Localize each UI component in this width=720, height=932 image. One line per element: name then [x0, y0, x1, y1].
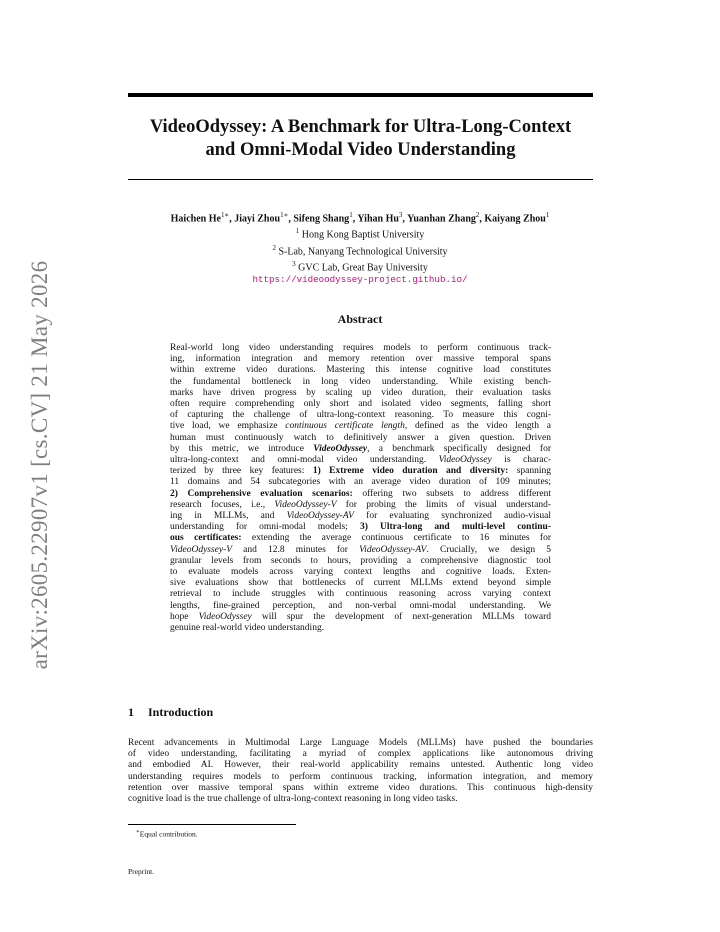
title-line-1: VideoOdyssey: A Benchmark for Ultra-Long-Context	[149, 117, 572, 137]
abstract-text: for probing the limits of visual understand-	[336, 499, 551, 510]
abstract-text: spanning	[508, 466, 551, 477]
abstract-text: continuous certificate length	[285, 421, 405, 432]
abstract-text: is charac-	[491, 455, 552, 466]
abstract-text: Real-world long video understanding requires models to perform continuous track-	[170, 343, 551, 353]
abstract-line	[170, 533, 551, 544]
abstract-line	[170, 589, 551, 600]
project-url-link[interactable]: https://videoodyssey-project.github.io/	[252, 274, 468, 286]
abstract-text: , a benchmark specifically designed for	[367, 443, 551, 454]
abstract-text: retrieval to include struggles with continuous reasoning across varying context	[170, 589, 551, 600]
abstract-text: ing in MLLMs, and	[170, 511, 287, 522]
abstract-line	[170, 388, 551, 399]
abstract-text: offering two subsets to address different	[352, 488, 551, 499]
abstract-line	[170, 433, 551, 444]
abstract-line	[170, 545, 551, 556]
intro-line: of video understanding, facilitating a myriad of complex applications like autonomous driving	[128, 749, 593, 760]
introduction-paragraph	[128, 738, 593, 805]
abstract-text: ultra-long-context and omni-modal video understanding.	[170, 455, 439, 466]
affiliation-mark: 3	[292, 259, 296, 268]
abstract-text: ing, information integration and memory retention over massive temporal spans	[170, 354, 551, 365]
title-bottom-rule	[128, 179, 593, 180]
abstract-line	[170, 522, 551, 533]
author-name: Jiayi Zhou	[234, 213, 281, 225]
abstract-line	[170, 343, 551, 354]
affiliation	[100, 242, 620, 258]
affiliation	[100, 225, 620, 241]
abstract-text: human must continuously watch to definitively answer a given question. Driven	[170, 432, 551, 443]
abstract-line	[170, 455, 551, 466]
abstract-text: VideoOdyssey	[438, 455, 492, 466]
author-affil-mark: 1∗	[220, 211, 230, 219]
abstract-text: VideoOdyssey-V	[170, 544, 233, 555]
author-affil-mark: 1∗	[280, 211, 289, 219]
footnote	[136, 828, 198, 839]
abstract-line	[170, 377, 551, 388]
abstract-line	[170, 612, 551, 623]
abstract-line	[170, 567, 551, 578]
abstract-text: understanding for omni-modal models;	[170, 522, 360, 533]
affiliation-list	[100, 225, 620, 274]
abstract-line	[170, 489, 551, 500]
abstract-line	[170, 410, 551, 421]
abstract-text: sive evaluations show that bottlenecks of current MLLMs extend beyond simple	[170, 578, 551, 589]
abstract-heading: Abstract	[337, 312, 383, 326]
author-affil-mark: 3	[398, 211, 403, 219]
abstract-text: and 12.8 minutes for	[232, 544, 360, 555]
author-list: Haichen $He^{1∗}$, Jiayi Zhou$^{1∗}$, Sifeng Shang$^1$, Yihan Hu$^3$, Yuanhan Zhang$^2$, Kaiyang Zhou$^1$	[170, 211, 550, 225]
abstract-line	[170, 354, 551, 365]
author-affil-mark: 1	[545, 211, 550, 219]
author-name: Haichen He	[170, 213, 221, 225]
author-block	[100, 209, 620, 286]
abstract-text: 3) Ultra-long and multi-level continu-	[359, 522, 552, 533]
abstract-text: research focuses, i.e.,	[170, 499, 275, 510]
title-line-2: and Omni-Modal Video Understanding	[205, 140, 516, 160]
abstract-line	[170, 623, 551, 634]
abstract-text: to evaluate models across varying context lengths and cognitive loads. Exten-	[170, 567, 551, 578]
paper-title	[128, 116, 593, 162]
abstract-line	[170, 365, 551, 376]
abstract-text: will spur the development of next-generation MLLMs toward	[251, 611, 551, 622]
affiliation	[100, 258, 620, 274]
abstract-text: granular levels from seconds to hours, providing a comprehensive diagnostic tool	[170, 555, 551, 566]
author-name: Sifeng Shang	[293, 213, 350, 225]
footnote-rule	[128, 824, 296, 825]
abstract-text: 1) Extreme video duration and diversity:	[312, 466, 509, 477]
abstract-text: by this metric, we introduce	[170, 443, 314, 454]
author-name: Yihan Hu	[357, 213, 399, 225]
abstract-text: within extreme video durations. Mastering this intense cognitive load constitutes	[170, 365, 551, 376]
abstract-text: extending the average continuous certificate to 16 minutes for	[241, 533, 551, 544]
affiliation-text: GVC Lab, Great Bay University	[298, 262, 428, 274]
section-number: 1	[128, 705, 134, 719]
abstract-line	[170, 444, 551, 455]
abstract-text: ous certificates:	[170, 533, 242, 544]
affiliation-mark: 1	[295, 227, 300, 236]
arxiv-identifier: arXiv:2605.22907v1 [cs.CV] 21 May 2026	[27, 260, 52, 670]
abstract-text: VideoOdyssey-AV	[359, 544, 427, 555]
affiliation-text: S-Lab, Nanyang Technological University	[278, 245, 448, 257]
title-top-rule	[128, 93, 593, 97]
abstract-line	[170, 466, 551, 477]
abstract-text: VideoOdyssey-V	[274, 499, 337, 510]
abstract-line	[170, 556, 551, 567]
abstract-text: lengths, fine-grained perception, and non-verbal omni-modal understanding. We	[170, 600, 551, 611]
abstract-text: genuine real-world video understanding.	[170, 623, 325, 634]
section-heading	[128, 705, 213, 720]
abstract-line	[170, 578, 551, 589]
author-affil-mark: 2	[475, 211, 480, 219]
intro-line: and embodied AI. However, their real-world applicability remains untested. Authentic long video	[128, 760, 593, 771]
abstract-text: , defined as the video length a	[404, 421, 551, 432]
abstract-text: terized by three key features:	[170, 466, 313, 477]
intro-line: Recent advancements in Multimodal Large Language Models (MLLMs) have pushed the boundaries	[128, 738, 593, 748]
intro-line: cognitive load is the true challenge of ultra-long-context reasoning in long video tasks.	[128, 794, 458, 805]
abstract-text: VideoOdyssey	[198, 611, 252, 622]
abstract-text: VideoOdyssey	[313, 443, 368, 454]
abstract-text: hope	[170, 611, 199, 622]
footnote-text: Equal contribution.	[139, 829, 198, 839]
section-title: Introduction	[148, 705, 214, 719]
author-name: Yuanhan Zhang	[407, 213, 476, 225]
author-affil-mark: 1	[349, 211, 353, 219]
affiliation-text: Hong Kong Baptist University	[301, 229, 425, 241]
abstract-text: often require comprehending only short and isolated video segments, falling short	[170, 399, 551, 410]
abstract-text: VideoOdyssey-AV	[286, 511, 354, 522]
abstract-text: for evaluating synchronized audio-visual	[353, 511, 551, 522]
affiliation-mark: 2	[272, 243, 276, 252]
abstract-line	[170, 511, 551, 522]
footnote-mark: ∗	[136, 829, 140, 835]
preprint-label: Preprint.	[128, 867, 155, 876]
abstract-line	[170, 421, 551, 432]
abstract-body	[170, 343, 551, 634]
abstract-text: of capturing the challenge of ultra-long-context reasoning. To measure this cogni-	[170, 410, 551, 421]
abstract-text: the fundamental bottleneck in long video understanding. While existing bench-	[170, 376, 551, 387]
abstract-text: . Crucially, we design 5	[426, 544, 551, 555]
intro-line: understanding requires models to perform continuous tracking, information integration, and memory	[128, 771, 593, 782]
abstract-line	[170, 399, 551, 410]
abstract-text: 11 domains and 54 subcategories with an average video duration of 109 minutes;	[170, 477, 551, 488]
abstract-line	[170, 601, 551, 612]
intro-line: retention over massive temporal spans within extreme video durations. This continuous high-density	[128, 782, 593, 793]
abstract-line	[170, 477, 551, 488]
abstract-text: marks have driven progress by scaling up video duration, their evaluation tasks	[170, 387, 551, 398]
abstract-text: 2) Comprehensive evaluation scenarios:	[170, 488, 353, 499]
author-name: Kaiyang Zhou	[484, 213, 546, 225]
abstract-line	[170, 500, 551, 511]
abstract-text: tive load, we emphasize	[170, 421, 286, 432]
